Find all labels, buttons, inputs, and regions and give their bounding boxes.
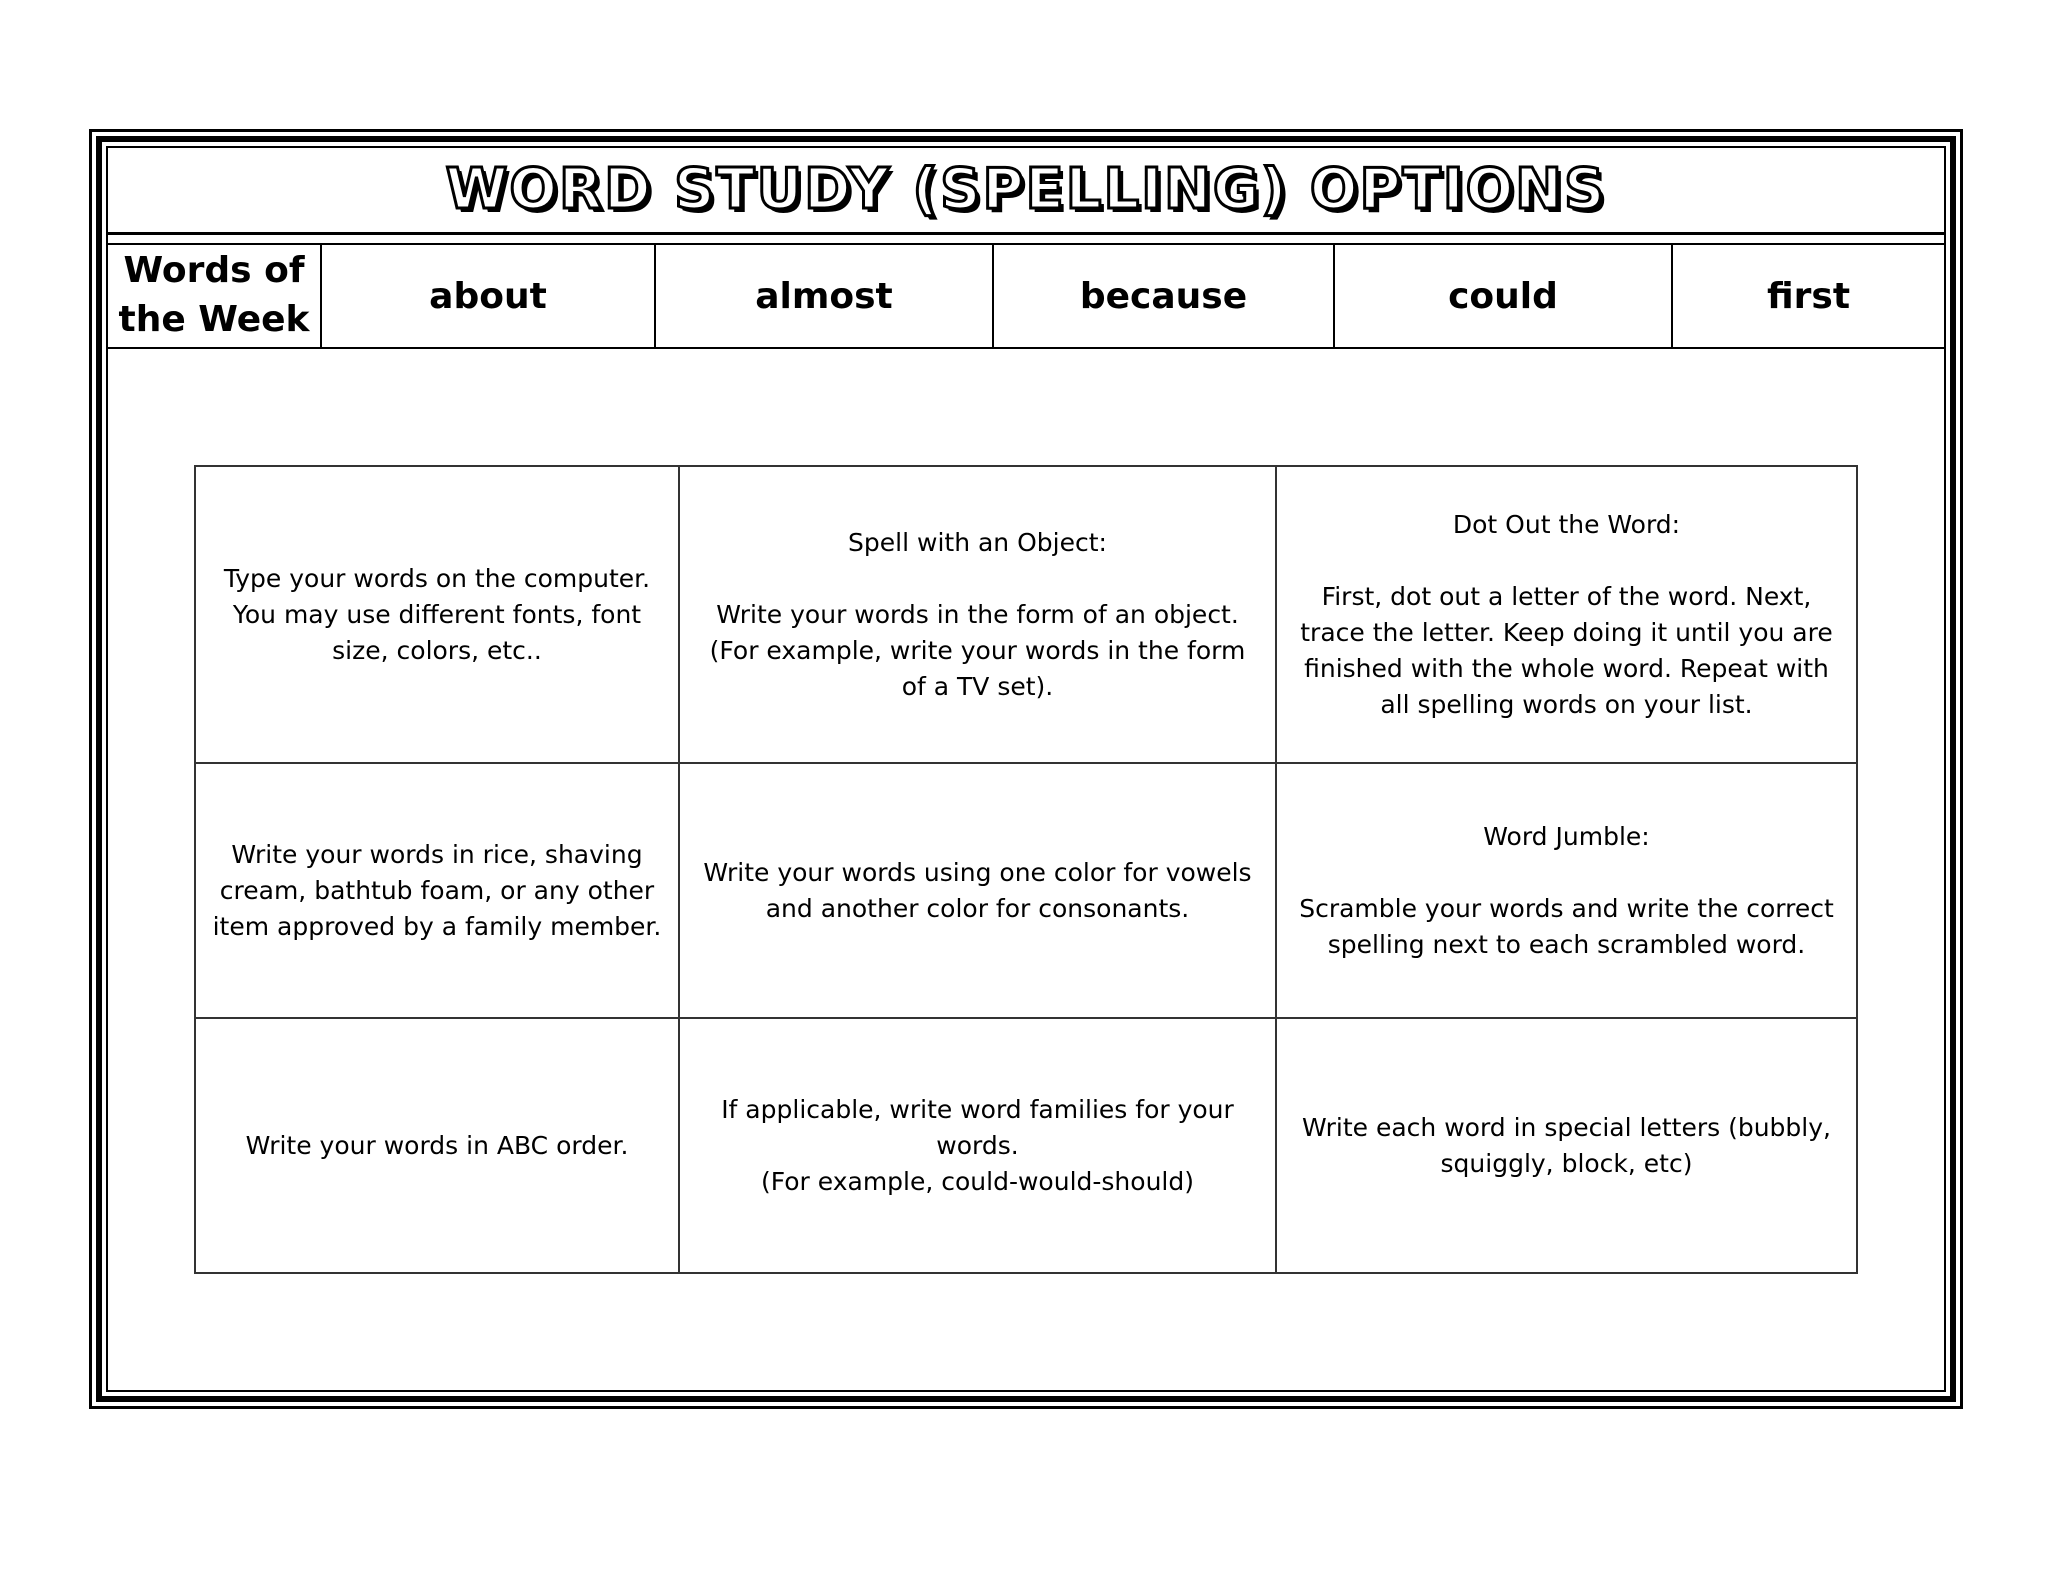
activity-cell-type-on-computer: Type your words on the computer. You may use different fonts, font size, colors, etc.. bbox=[195, 466, 679, 763]
activity-cell-vowels-consonants: Write your words using one color for vowels and another color for consonants. bbox=[679, 763, 1276, 1018]
activities-row bbox=[195, 1018, 1857, 1273]
word-cell: could bbox=[1335, 245, 1673, 347]
word-cell: because bbox=[994, 245, 1335, 347]
divider-band bbox=[108, 235, 1944, 245]
word-cell: about bbox=[322, 245, 656, 347]
activities-grid bbox=[194, 465, 1858, 1274]
activity-cell-abc-order: Write your words in ABC order. bbox=[195, 1018, 679, 1273]
activity-cell-word-families: If applicable, write word families for your words. (For example, could-would-should) bbox=[679, 1018, 1276, 1273]
activity-cell-dot-out-word: Dot Out the Word: First, dot out a letter of the word. Next, trace the letter. Keep doing it until you are finished with the whole word. Repeat with all spelling words on your list. bbox=[1276, 466, 1857, 763]
title-bar bbox=[108, 148, 1944, 235]
words-of-week-label: Words of the Week bbox=[108, 245, 322, 347]
page-title: WORD STUDY (SPELLING) OPTIONS bbox=[445, 157, 1607, 222]
activity-cell-special-letters: Write each word in special letters (bubbly, squiggly, block, etc) bbox=[1276, 1018, 1857, 1273]
word-cell: almost bbox=[656, 245, 994, 347]
words-of-week-row bbox=[108, 245, 1944, 349]
activities-row bbox=[195, 763, 1857, 1018]
activity-cell-word-jumble: Word Jumble: Scramble your words and write the correct spelling next to each scrambled word. bbox=[1276, 763, 1857, 1018]
activities-row bbox=[195, 466, 1857, 763]
activity-cell-spell-with-object: Spell with an Object: Write your words in the form of an object. (For example, write your words in the form of a TV set). bbox=[679, 466, 1276, 763]
activity-cell-write-in-rice: Write your words in rice, shaving cream, bathtub foam, or any other item approved by a family member. bbox=[195, 763, 679, 1018]
word-cell: first bbox=[1766, 275, 1851, 317]
